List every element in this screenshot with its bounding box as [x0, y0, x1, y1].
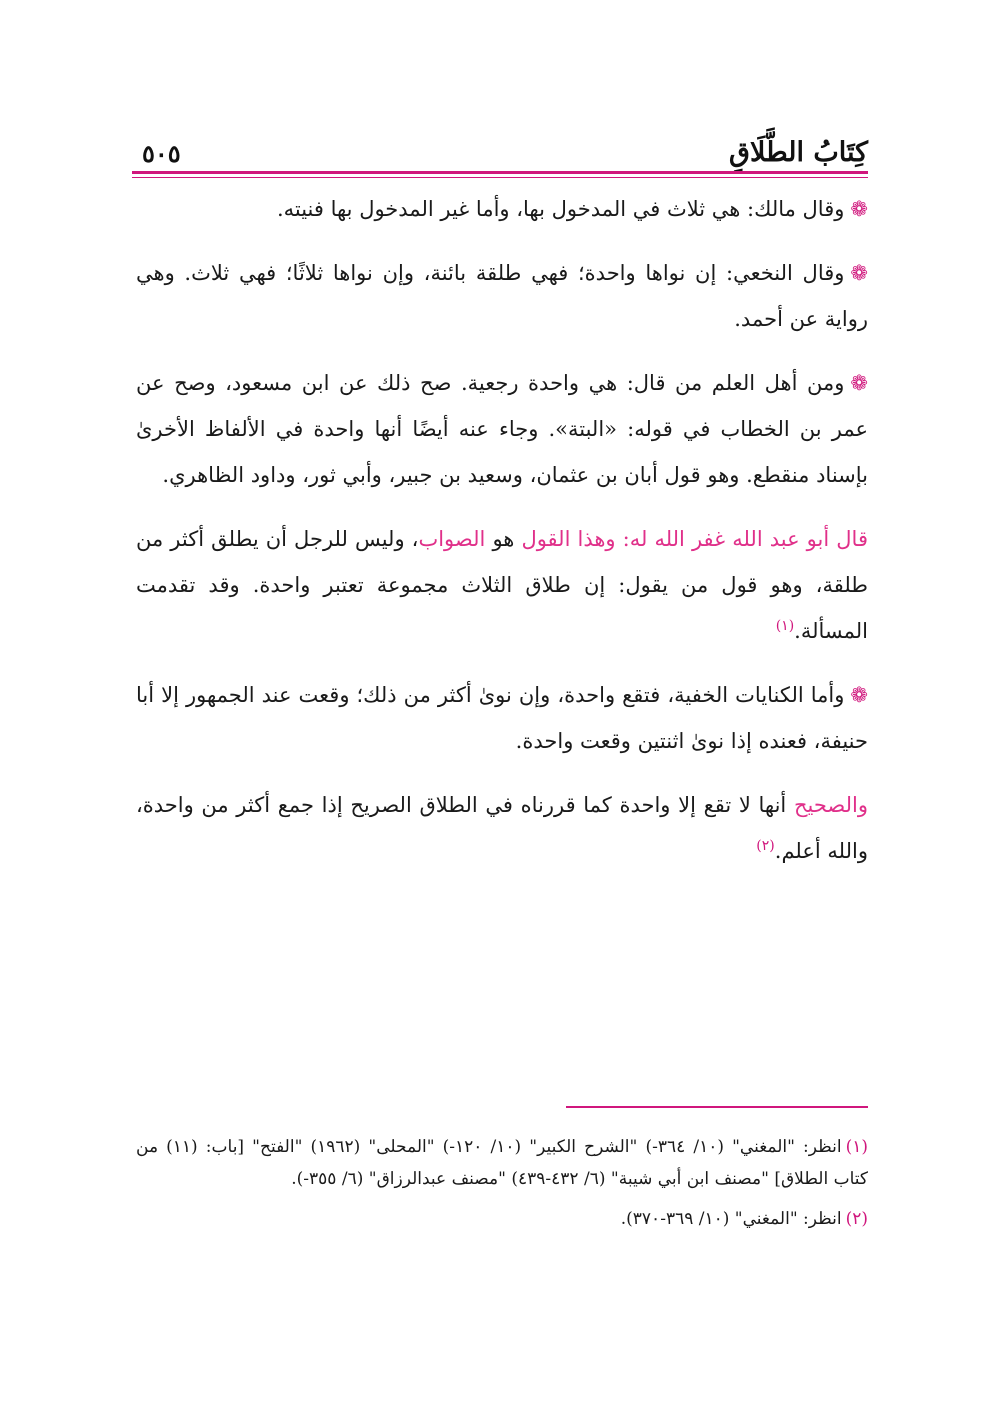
paragraph-correct-view: [136, 782, 868, 874]
footnote-2: [136, 1203, 868, 1235]
footnote-number: (٢): [845, 1209, 868, 1229]
paragraph-text: وقال النخعي: إن نواها واحدة؛ فهي طلقة بائنة، وإن نواها ثلاثًا؛ فهي ثلاث. وهي رواية عن أحمد.: [136, 261, 868, 331]
paragraph-nakhai: [136, 250, 868, 342]
flower-bullet-icon: ❁: [850, 683, 868, 707]
flower-bullet-icon: ❁: [850, 197, 868, 221]
page-number: ٥٠٥: [142, 139, 181, 168]
paragraph-text: ، وليس للرجل أن يطلق أكثر من طلقة، وهو قول من يقول: إن طلاق الثلاث مجموعة تعتبر واحدة. وقد تقدمت المسألة.: [136, 527, 868, 643]
header-rule-thin: [132, 177, 868, 178]
footnote-separator: [566, 1106, 868, 1108]
paragraph-text: وأما الكنايات الخفية، فتقع واحدة، وإن نوىٰ أكثر من ذلك؛ وقعت عند الجمهور إلا أبا حنيفة، فعنده إذا نوىٰ اثنتين وقعت واحدة.: [136, 683, 868, 753]
flower-bullet-icon: ❁: [850, 261, 868, 285]
paragraph-text: ومن أهل العلم من قال: هي واحدة رجعية. صح ذلك عن ابن مسعود، وصح عن عمر بن الخطاب في قوله: «البتة». وجاء عنه أيضًا أنها واحدة في الألفاظ الأخرىٰ بإسناد منقطع. وهو قول أبان بن عثمان، وسعيد بن جبير، وأبي ثور، وداود الظاهري.: [136, 371, 868, 487]
footnote-ref-2[interactable]: (٢): [756, 838, 775, 854]
footnote-text: انظر: "المغني" (١٠/ ٣٦٤-) "الشرح الكبير" (١٠/ ١٢٠-) "المحلى" (١٩٦٢) "الفتح" [باب: (١١) من كتاب الطلاق] "مصنف ابن أبي شيبة" (٦/ ٤٣٢-٤٣٩) "مصنف عبدالرزاق" (٦/ ٣٥٥-).: [136, 1137, 868, 1189]
connector-word: هو: [492, 527, 515, 551]
chapter-title: كِتَابُ الطَّلَاقِ: [729, 137, 868, 168]
author-intro: قال أبو عبد الله غفر الله له:: [622, 527, 868, 551]
paragraph-scholars: [136, 360, 868, 498]
footnote-text: انظر: "المغني" (١٠/ ٣٦٩-٣٧٠).: [620, 1209, 842, 1229]
paragraph-malik: [136, 186, 868, 232]
paragraph-hidden-allusions: [136, 672, 868, 764]
footnotes: [136, 1131, 868, 1243]
footnote-number: (١): [845, 1137, 868, 1157]
footnote-1: [136, 1131, 868, 1195]
header-rule-thick: [132, 171, 868, 174]
main-text: [136, 186, 868, 892]
flower-bullet-icon: ❁: [850, 371, 868, 395]
footnote-ref-1[interactable]: (١): [775, 618, 795, 634]
paragraph-text: وقال مالك: هي ثلاث في المدخول بها، وأما غير المدخول بها فنيته.: [276, 197, 845, 221]
paragraph-author-opinion: [136, 516, 868, 654]
highlight-the-correct: والصحيح: [793, 793, 868, 817]
paragraph-text: أنها لا تقع إلا واحدة كما قررناه في الطلاق الصريح إذا جمع أكثر من واحدة، والله أعلم.: [136, 793, 868, 863]
page-header: [136, 128, 868, 168]
highlight-correct: الصواب: [418, 527, 486, 551]
highlight-this-opinion: وهذا القول: [521, 527, 616, 551]
